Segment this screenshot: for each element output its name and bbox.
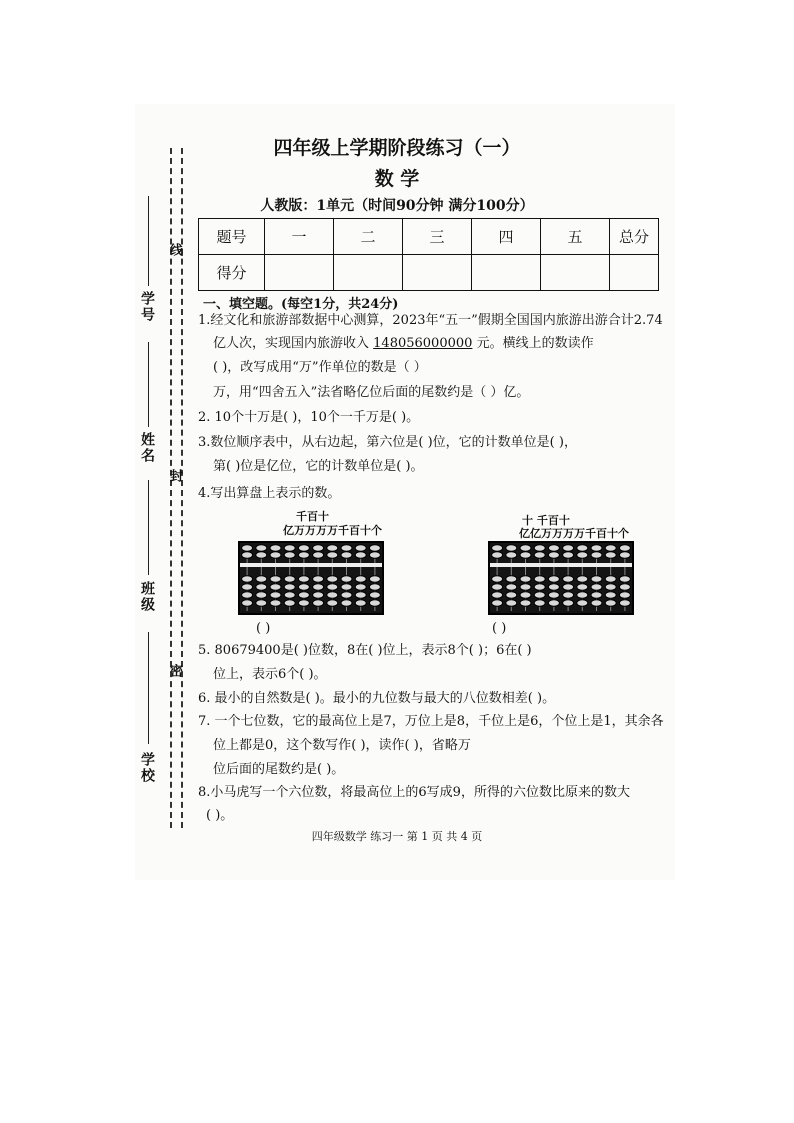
abacus-right-answer: ( ) <box>492 621 507 636</box>
abacus-lower-bead <box>492 584 503 590</box>
abacus-upper-bead <box>284 545 295 551</box>
abacus-upper-bead <box>548 552 559 558</box>
abacus-upper-bead <box>341 552 352 558</box>
q1-line-1: 1.经文化和旅游部数据中心测算，2023年“五一”假期全国国内旅游出游合计2.74 <box>198 313 663 328</box>
abacus-upper-bead <box>591 552 602 558</box>
abacus-lower-bead <box>548 600 559 606</box>
abacus-lower-bead <box>313 576 324 582</box>
score-table-header-cell: 五 <box>541 219 610 255</box>
score-table-header-cell: 三 <box>403 219 472 255</box>
abacus-lower-bead <box>563 600 574 606</box>
abacus-lower-bead <box>355 592 366 598</box>
abacus-lower-bead <box>605 576 616 582</box>
abacus-lower-bead <box>242 584 253 590</box>
abacus-upper-bead <box>492 552 503 558</box>
abacus-lower-bead <box>313 592 324 598</box>
abacus-lower-bead <box>548 592 559 598</box>
abacus-lower-bead <box>520 576 531 582</box>
page-footer: 四年级数学 练习一 第 1 页 共 4 页 <box>311 830 483 843</box>
score-cell[interactable] <box>541 255 610 291</box>
abacus-lower-bead <box>534 592 545 598</box>
abacus-upper-bead <box>369 552 380 558</box>
score-table-header-row <box>199 219 659 255</box>
subject-title: 数 学 <box>374 168 420 190</box>
abacus-lower-bead <box>298 584 309 590</box>
abacus-lower-bead <box>619 576 630 582</box>
abacus-upper-bead <box>327 545 338 551</box>
abacus-lower-bead <box>298 576 309 582</box>
score-table-header-cell: 二 <box>334 219 403 255</box>
abacus-upper-bead <box>548 545 559 551</box>
abacus-lower-bead <box>591 584 602 590</box>
abacus-upper-bead <box>355 545 366 551</box>
abacus-lower-bead <box>563 576 574 582</box>
abacus-lower-bead <box>298 592 309 598</box>
score-table-header-cell: 一 <box>265 219 334 255</box>
abacus-lower-bead <box>591 600 602 606</box>
q6: 6. 最小的自然数是( )。最小的九位数与最大的八位数相差( )。 <box>198 691 556 706</box>
abacus-upper-bead <box>534 552 545 558</box>
score-table <box>198 218 659 291</box>
abacus-upper-bead <box>270 552 281 558</box>
score-cell[interactable] <box>610 255 659 291</box>
q5-line-2: 位上，表示6个( )。 <box>213 667 327 682</box>
q7-line-3: 位后面的尾数约是( )。 <box>213 762 345 777</box>
class-label: 班级 <box>139 581 155 613</box>
abacus-upper-bead <box>577 552 588 558</box>
abacus-lower-bead <box>327 600 338 606</box>
abacus-lower-bead <box>270 576 281 582</box>
abacus-upper-bead <box>563 552 574 558</box>
q7-line-1: 7. 一个七位数，它的最高位上是7，万位上是8，千位上是6，个位上是1，其余各 <box>198 714 664 729</box>
abacus-right-top-labels: 十 千百十 <box>522 514 570 527</box>
q8-line-1: 8.小马虎写一个六位数，将最高位上的6写成9，所得的六位数比原来的数大 <box>198 785 630 800</box>
abacus-lower-bead <box>591 576 602 582</box>
abacus-lower-bead <box>313 600 324 606</box>
abacus-upper-bead <box>534 545 545 551</box>
abacus-upper-bead <box>327 552 338 558</box>
abacus-lower-bead <box>492 600 503 606</box>
q1-underlined-number: 148056000000 <box>373 336 473 351</box>
abacus-right <box>488 541 634 615</box>
abacus-lower-bead <box>563 584 574 590</box>
abacus-lower-bead <box>327 576 338 582</box>
abacus-lower-bead <box>619 592 630 598</box>
abacus-upper-bead <box>506 552 517 558</box>
abacus-lower-bead <box>242 592 253 598</box>
abacus-lower-bead <box>605 592 616 598</box>
abacus-upper-bead <box>284 552 295 558</box>
abacus-left <box>238 541 384 615</box>
abacus-upper-bead <box>619 552 630 558</box>
abacus-lower-bead <box>369 600 380 606</box>
abacus-left-beam <box>240 563 382 567</box>
abacus-lower-bead <box>369 592 380 598</box>
abacus-upper-bead <box>563 545 574 551</box>
abacus-upper-bead <box>270 545 281 551</box>
abacus-lower-bead <box>492 592 503 598</box>
abacus-lower-bead <box>256 584 267 590</box>
abacus-upper-bead <box>313 545 324 551</box>
binding-mark-secret: 密 <box>167 664 182 679</box>
exam-info: 人教版：1单元（时间90分钟 满分100分） <box>260 198 534 214</box>
abacus-right-beam <box>490 563 632 567</box>
abacus-lower-bead <box>341 584 352 590</box>
abacus-lower-bead <box>520 592 531 598</box>
abacus-lower-bead <box>284 592 295 598</box>
abacus-lower-bead <box>327 584 338 590</box>
abacus-upper-bead <box>605 545 616 551</box>
student-id-label: 学号 <box>139 291 155 323</box>
q7-line-2: 位上都是0，这个数写作( )，读作( )，省略万 <box>213 738 471 753</box>
score-table-header-cell: 四 <box>472 219 541 255</box>
score-table-score-row <box>199 255 659 291</box>
abacus-right-beads <box>490 543 632 613</box>
q3-line-2: 第( )位是亿位，它的计数单位是( )。 <box>213 459 424 474</box>
abacus-lower-bead <box>341 600 352 606</box>
school-underline <box>148 632 149 744</box>
abacus-lower-bead <box>577 592 588 598</box>
score-cell[interactable] <box>472 255 541 291</box>
abacus-lower-bead <box>591 592 602 598</box>
abacus-lower-bead <box>341 592 352 598</box>
abacus-upper-bead <box>520 545 531 551</box>
abacus-upper-bead <box>369 545 380 551</box>
name-underline <box>148 342 149 427</box>
abacus-lower-bead <box>256 592 267 598</box>
abacus-lower-bead <box>355 576 366 582</box>
abacus-lower-bead <box>563 592 574 598</box>
abacus-upper-bead <box>256 545 267 551</box>
abacus-upper-bead <box>520 552 531 558</box>
abacus-lower-bead <box>619 600 630 606</box>
abacus-lower-bead <box>605 600 616 606</box>
abacus-lower-bead <box>506 584 517 590</box>
abacus-lower-bead <box>298 600 309 606</box>
abacus-lower-bead <box>506 592 517 598</box>
abacus-lower-bead <box>242 576 253 582</box>
abacus-lower-bead <box>270 600 281 606</box>
abacus-upper-bead <box>242 552 253 558</box>
abacus-lower-bead <box>534 576 545 582</box>
abacus-upper-bead <box>577 545 588 551</box>
abacus-lower-bead <box>270 592 281 598</box>
abacus-lower-bead <box>355 600 366 606</box>
abacus-upper-bead <box>341 545 352 551</box>
score-cell[interactable] <box>403 255 472 291</box>
q3-line-1: 3.数位顺序表中，从右边起，第六位是( )位，它的计数单位是( )， <box>198 435 577 450</box>
abacus-upper-bead <box>506 545 517 551</box>
abacus-lower-bead <box>548 576 559 582</box>
abacus-upper-bead <box>591 545 602 551</box>
abacus-lower-bead <box>313 584 324 590</box>
abacus-lower-bead <box>605 584 616 590</box>
abacus-lower-bead <box>619 584 630 590</box>
abacus-lower-bead <box>369 584 380 590</box>
abacus-upper-bead <box>242 545 253 551</box>
abacus-lower-bead <box>256 576 267 582</box>
q1-line-3: ( )，改写成用“万”作单位的数是（ ） <box>213 360 427 375</box>
abacus-lower-bead <box>577 576 588 582</box>
score-table-row-label: 得分 <box>199 255 265 291</box>
abacus-lower-bead <box>284 576 295 582</box>
abacus-lower-bead <box>242 600 253 606</box>
q1-line-4: 万，用“四舍五入”法省略亿位后面的尾数约是（ ）亿。 <box>213 385 530 400</box>
abacus-upper-bead <box>619 545 630 551</box>
abacus-left-labels: 亿万万万万千百十个 <box>283 524 382 537</box>
abacus-lower-bead <box>270 584 281 590</box>
abacus-lower-bead <box>256 600 267 606</box>
score-cell[interactable] <box>334 255 403 291</box>
class-underline <box>148 480 149 575</box>
page-title: 四年级上学期阶段练习（一） <box>273 137 521 159</box>
abacus-lower-bead <box>506 600 517 606</box>
q8-line-2: ( )。 <box>206 808 234 823</box>
abacus-lower-bead <box>520 584 531 590</box>
q1-text-b: 元。横线上的数读作 <box>476 336 594 351</box>
abacus-lower-bead <box>548 584 559 590</box>
abacus-lower-bead <box>492 576 503 582</box>
score-table-header-cell: 题号 <box>199 219 265 255</box>
abacus-lower-bead <box>506 576 517 582</box>
abacus-lower-bead <box>577 584 588 590</box>
q2: 2. 10个十万是( )，10个一千万是( )。 <box>198 410 420 425</box>
abacus-lower-bead <box>534 584 545 590</box>
abacus-right-labels: 亿亿万万万万千百十个 <box>519 527 629 540</box>
abacus-upper-bead <box>298 552 309 558</box>
abacus-left-answer: ( ) <box>256 621 271 636</box>
q1-line-2 <box>213 333 594 355</box>
abacus-lower-bead <box>284 600 295 606</box>
abacus-lower-bead <box>327 592 338 598</box>
abacus-upper-bead <box>492 545 503 551</box>
abacus-lower-bead <box>341 576 352 582</box>
abacus-lower-bead <box>534 600 545 606</box>
q1-text-a: 亿人次，实现国内旅游收入 <box>213 336 370 351</box>
abacus-upper-bead <box>605 552 616 558</box>
abacus-lower-bead <box>520 600 531 606</box>
binding-mark-line: 线 <box>167 243 182 258</box>
abacus-left-beads <box>240 543 382 613</box>
binding-mark-seal: 封 <box>167 469 182 484</box>
abacus-lower-bead <box>355 584 366 590</box>
abacus-upper-bead <box>298 545 309 551</box>
abacus-upper-bead <box>256 552 267 558</box>
score-table-header-cell: 总分 <box>610 219 659 255</box>
name-label: 姓名 <box>139 432 155 464</box>
section-1-title: 一、填空题。(每空1分，共24分) <box>203 297 399 312</box>
abacus-lower-bead <box>284 584 295 590</box>
abacus-left-top-labels: 千百十 <box>296 510 329 523</box>
abacus-lower-bead <box>369 576 380 582</box>
abacus-upper-bead <box>313 552 324 558</box>
school-label: 学校 <box>139 752 155 784</box>
abacus-lower-bead <box>577 600 588 606</box>
q5-line-1: 5. 80679400是( )位数，8在( )位上，表示8个( )；6在( ) <box>198 643 532 658</box>
q4: 4.写出算盘上表示的数。 <box>198 486 341 501</box>
score-cell[interactable] <box>265 255 334 291</box>
abacus-upper-bead <box>355 552 366 558</box>
